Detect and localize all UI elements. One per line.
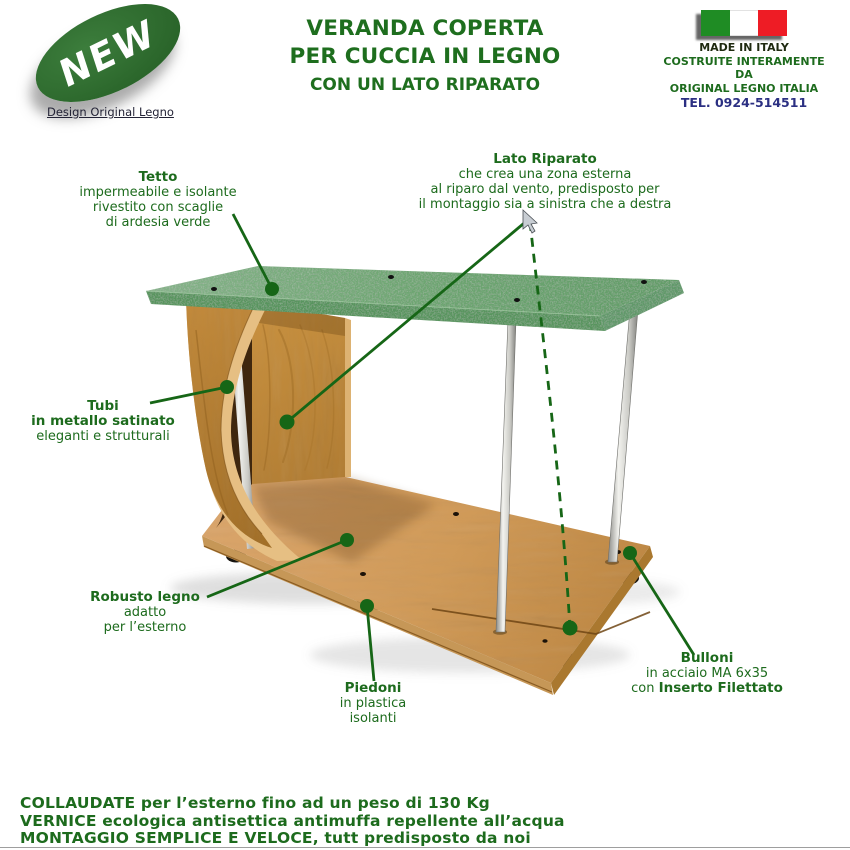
callout-bulloni-line2 (607, 681, 807, 696)
callout-tetto-line3: di ardesia verde (105, 215, 211, 230)
callout-bulloni (607, 651, 807, 696)
mouse-cursor-icon (523, 210, 537, 233)
callout-bulloni-title: Bulloni (680, 650, 734, 666)
callout-bulloni-line1: in acciaio MA 6x35 (645, 666, 769, 681)
callout-tubi (5, 399, 201, 444)
callout-piedoni-title: Piedoni (344, 680, 402, 696)
callout-lato-line3: il montaggio sia a sinistra che a destra (418, 197, 672, 212)
callout-tetto-line2: rivestito con scaglie (92, 200, 224, 215)
callout-robusto-line1: adatto (123, 605, 167, 620)
title-line-2: PER CUCCIA IN LEGNO (289, 44, 561, 69)
bottom-divider (0, 847, 850, 848)
footer-line-1: COLLAUDATE per l’esterno fino ad un peso di 130 Kg (20, 794, 490, 812)
callout-bulloni-line2-bold: Inserto Filettato (658, 680, 783, 696)
side-wall-panel (252, 302, 351, 484)
callout-tetto-line1: impermeabile e isolante (79, 185, 237, 200)
title-line-3: CON UN LATO RIPARATO (309, 75, 541, 95)
footer-claims (20, 795, 830, 848)
callout-lato-title: Lato Riparato (493, 151, 597, 167)
new-badge-label: NEW (54, 9, 162, 97)
callout-robusto-line2: per l’esterno (103, 620, 187, 635)
callout-bulloni-line2-normal: con (631, 681, 659, 696)
phone-number: TEL. 0924-514511 (680, 95, 808, 110)
made-in-italy-label: MADE IN ITALY (699, 41, 789, 54)
callout-piedoni (273, 681, 473, 726)
footer-line-3: MONTAGGIO SEMPLICE E VELOCE, tutt predisposto da noi (20, 829, 531, 847)
callout-lato-riparato (380, 152, 710, 212)
callout-piedoni-line1: in plastica (339, 696, 407, 711)
callout-tubi-title: Tubi (87, 398, 119, 414)
callout-tetto-title: Tetto (138, 169, 178, 185)
callout-lato-line1: che crea una zona esterna (458, 167, 632, 182)
built-by-line-1: COSTRUITE INTERAMENTE (663, 54, 825, 68)
title-line-1: VERANDA COPERTA (306, 16, 544, 41)
callout-robusto-title: Robusto legno (90, 589, 200, 605)
callout-piedoni-line2: isolanti (349, 711, 397, 726)
footer-line-2: VERNICE ecologica antisettica antimuffa repellente all’acqua (20, 811, 565, 830)
callout-tubi-line1: eleganti e strutturali (36, 429, 170, 444)
callout-robusto-legno (45, 590, 245, 635)
callout-lato-line2: al riparo dal vento, predisposto per (430, 182, 660, 197)
callout-tetto (48, 170, 268, 230)
built-by-line-3: ORIGINAL LEGNO ITALIA (669, 81, 819, 95)
callout-tubi-subtitle: in metallo satinato (31, 413, 175, 429)
brand-link[interactable]: Design Original Legno (47, 105, 174, 119)
built-by-line-2: DA (735, 68, 753, 81)
